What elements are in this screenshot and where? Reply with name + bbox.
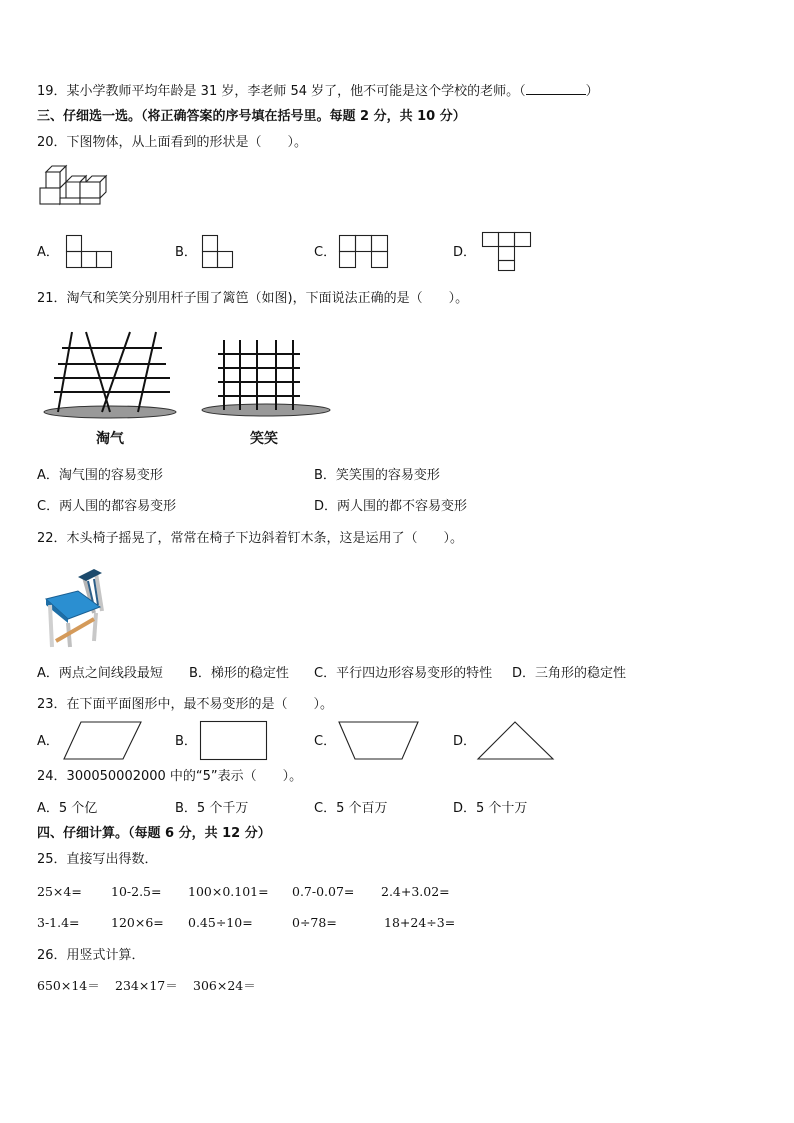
vertical-calc-item: 650×14＝ (37, 978, 100, 993)
q20-option-c[interactable]: C． (314, 245, 337, 260)
q24-option-b[interactable]: B．5 个千万 (175, 801, 249, 816)
q21-option-c[interactable]: C．两人围的都容易变形 (37, 499, 177, 514)
calc-item: 0.7-0.07= (292, 884, 355, 899)
parallelogram-shape (63, 721, 143, 761)
taoqi-fence-figure (40, 328, 180, 428)
calc-item: 3-1.4= (37, 915, 80, 930)
stacked-cubes-figure (38, 163, 110, 215)
calc-item: 18+24÷3= (384, 915, 456, 930)
question-22-text: 22．木头椅子摇晃了，常常在椅子下边斜着钉木条，这是运用了（ ）。 (37, 531, 464, 546)
calc-item: 100×0.101= (188, 884, 269, 899)
q20-option-b-shape (202, 235, 236, 269)
calc-item: 25×4= (37, 884, 82, 899)
vertical-calc-item: 234×17＝ (115, 978, 178, 993)
q20-option-a-shape (66, 235, 114, 269)
q24-option-c[interactable]: C．5 个百万 (314, 801, 388, 816)
question-23-text: 23．在下面平面图形中，最不易变形的是（ ）。 (37, 697, 334, 712)
calc-item: 0÷78= (292, 915, 337, 930)
q24-option-a[interactable]: A．5 个亿 (37, 801, 98, 816)
question-19-end: ） (585, 84, 599, 99)
calc-item: 0.45÷10= (188, 915, 253, 930)
q23-option-b[interactable]: B． (175, 734, 197, 749)
question-26-text: 26．用竖式计算． (37, 948, 145, 963)
question-24-text: 24．300050002000 中的“5”表示（ ）。 (37, 769, 303, 784)
section-3-heading: 三、仔细选一选。（将正确答案的序号填在括号里。每题 2 分，共 10 分） (37, 109, 466, 124)
calc-item: 2.4+3.02= (381, 884, 450, 899)
section-4-heading: 四、仔细计算。（每题 6 分，共 12 分） (37, 826, 271, 841)
q23-option-a[interactable]: A． (37, 734, 59, 749)
xiaoxiao-fence-figure (200, 338, 332, 424)
q22-option-c[interactable]: C．平行四边形容易变形的特性 (314, 666, 493, 681)
calc-item: 120×6= (111, 915, 164, 930)
q23-option-d[interactable]: D． (453, 734, 477, 749)
trapezoid-shape (338, 721, 420, 761)
answer-blank[interactable] (526, 82, 586, 95)
q20-option-d[interactable]: D． (453, 245, 477, 260)
question-20-text: 20．下图物体，从上面看到的形状是（ ）。 (37, 135, 308, 150)
vertical-calc-item: 306×24＝ (193, 978, 256, 993)
q20-option-c-shape (339, 235, 389, 269)
q22-option-b[interactable]: B．梯形的稳定性 (189, 666, 289, 681)
q20-option-d-shape (482, 232, 532, 272)
question-19-text: 19．某小学教师平均年龄是 31 岁，李老师 54 岁了，他不可能是这个学校的老师。（ (37, 84, 526, 99)
question-21-text: 21．淘气和笑笑分别用杆子围了篱笆（如图)，下面说法正确的是（ ）。 (37, 291, 469, 306)
q22-option-a[interactable]: A．两点之间线段最短 (37, 666, 163, 681)
calc-item: 10-2.5= (111, 884, 162, 899)
question-25-text: 25．直接写出得数． (37, 852, 158, 867)
rectangle-shape (200, 721, 268, 761)
q23-option-c[interactable]: C． (314, 734, 337, 749)
xiaoxiao-label: 笑笑 (250, 431, 278, 447)
question-19 (37, 82, 599, 101)
q22-option-d[interactable]: D．三角形的稳定性 (512, 666, 627, 681)
q20-option-a[interactable]: A． (37, 245, 59, 260)
triangle-shape (477, 721, 555, 761)
chair-figure (42, 567, 104, 649)
taoqi-label: 淘气 (96, 431, 124, 447)
q21-option-b[interactable]: B．笑笑围的容易变形 (314, 468, 440, 483)
q21-option-a[interactable]: A．淘气围的容易变形 (37, 468, 163, 483)
q21-option-d[interactable]: D．两人围的都不容易变形 (314, 499, 468, 514)
q24-option-d[interactable]: D．5 个十万 (453, 801, 528, 816)
q20-option-b[interactable]: B． (175, 245, 197, 260)
